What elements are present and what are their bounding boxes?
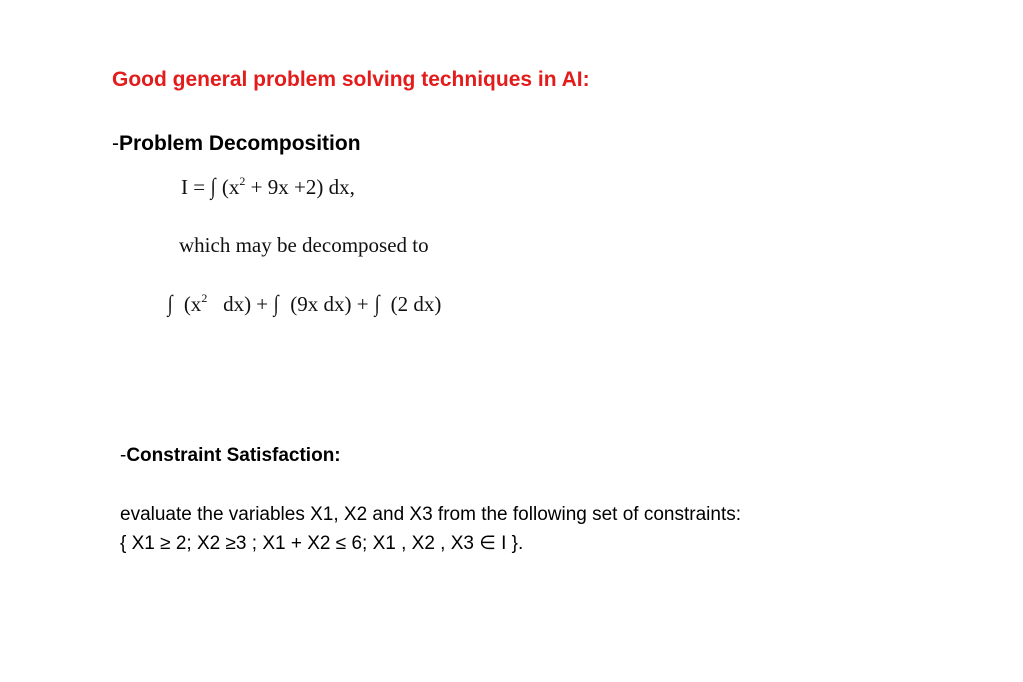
heading-label: Problem Decomposition <box>119 132 361 155</box>
constraint-description: evaluate the variables X1, X2 and X3 from the following set of constraints: <box>120 504 742 525</box>
term-1-close: dx) + <box>223 292 269 316</box>
integral-symbol-2: ∫ <box>274 291 280 316</box>
heading-label: Constraint Satisfaction: <box>126 445 341 466</box>
integral-symbol-1: ∫ <box>167 291 173 316</box>
equation-lhs: I = <box>181 175 206 199</box>
term-3: (2 dx) <box>390 292 442 316</box>
problem-decomposition-heading <box>112 132 361 156</box>
equation-rest: + 9x +2) dx, <box>245 175 355 199</box>
constraint-set: { X1 ≥ 2; X2 ≥3 ; X1 + X2 ≤ 6; X1 , X2 , X3 ∈ I }. <box>120 533 524 554</box>
heading-dash: - <box>112 132 119 155</box>
equation-exponent: 2 <box>239 174 246 188</box>
decomposed-equation <box>167 291 441 317</box>
term-2: (9x dx) + <box>290 292 369 316</box>
integral-equation <box>181 174 355 200</box>
decomposition-text: which may be decomposed to <box>179 233 429 257</box>
term-1-open: (x <box>183 292 202 316</box>
constraint-satisfaction-heading <box>120 445 341 467</box>
equation-open: (x <box>221 175 240 199</box>
slide-title: Good general problem solving techniques in AI: <box>112 68 590 91</box>
heading-dash: - <box>120 445 127 466</box>
integral-symbol: ∫ <box>210 174 217 199</box>
term-1-exponent: 2 <box>201 291 208 305</box>
integral-symbol-3: ∫ <box>374 291 380 316</box>
